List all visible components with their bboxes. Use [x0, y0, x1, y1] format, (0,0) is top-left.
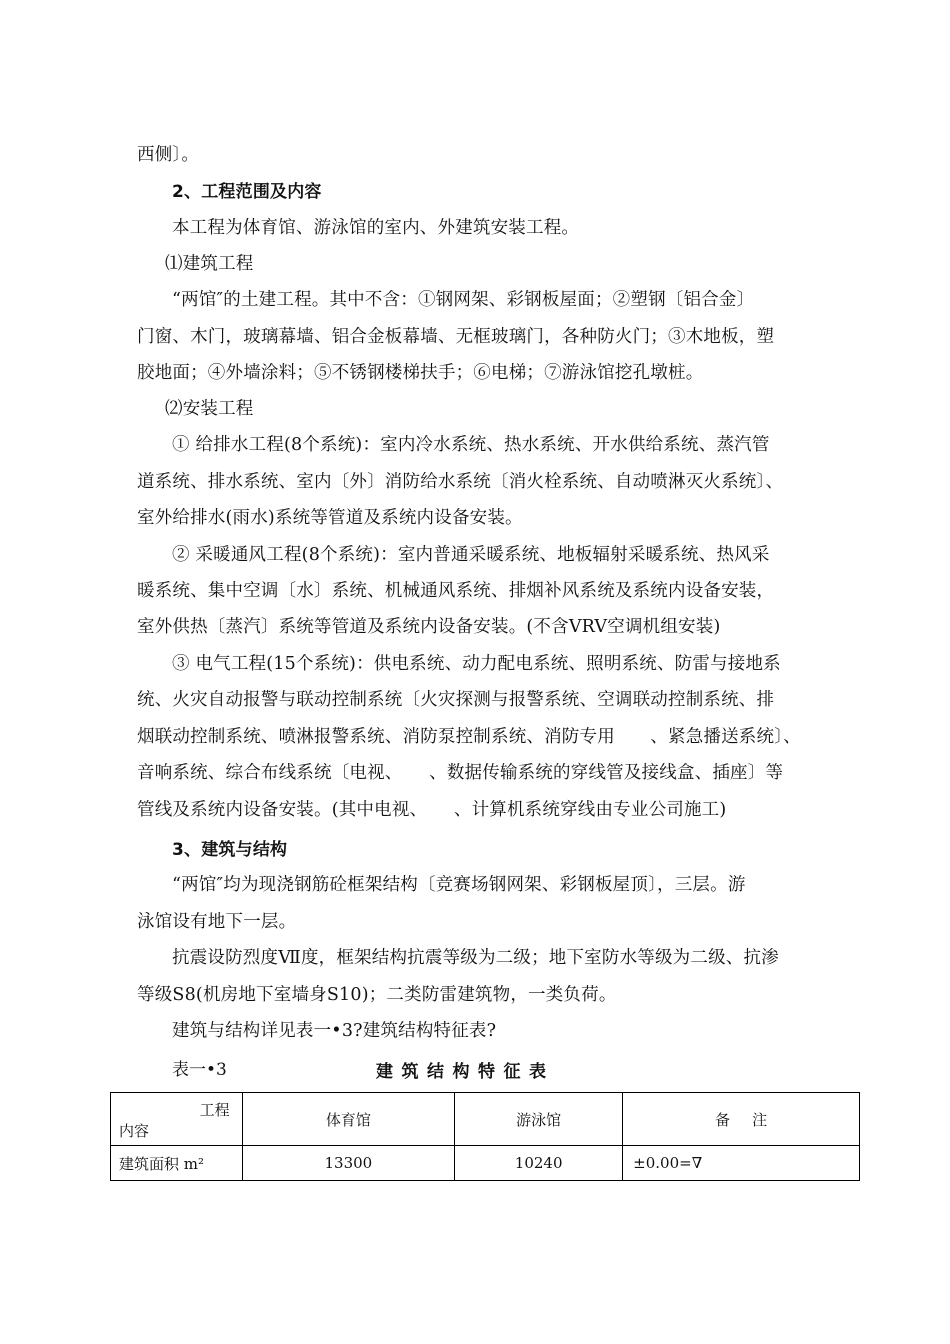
- paragraph-line: 本工程为体育馆、游泳馆的室内、外建筑安装工程。: [172, 218, 580, 238]
- paragraph-line: 胶地面；④外墙涂料；⑤不锈钢楼梯扶手；⑥电梯；⑦游泳馆挖孔墩桩。: [137, 363, 704, 383]
- subsection-heading: ⑵安装工程: [165, 399, 254, 419]
- paragraph-line: ② 采暖通风工程(8个系统)：室内普通采暖系统、地板辐射采暖系统、热风采: [172, 545, 770, 565]
- paragraph-line: 室外供热〔蒸汽〕系统等管道及系统内设备安装。(不含VRV空调机组安装): [137, 617, 721, 637]
- paragraph-line: 等级S8(机房地下室墙身S10)；二类防雷建筑物，一类负荷。: [137, 985, 617, 1005]
- paragraph-line: 门窗、木门，玻璃幕墙、铝合金板幕墙、无框玻璃门，各种防火门；③木地板，塑: [137, 327, 775, 347]
- table-header-row: [111, 1093, 860, 1146]
- column-header: 体育馆: [242, 1093, 455, 1146]
- paragraph-line: 暖系统、集中空调〔水〕系统、机械通风系统、排烟补风系统及系统内设备安装，: [137, 581, 775, 601]
- section-heading: 2、工程范围及内容: [172, 182, 322, 202]
- paragraph-line: 西侧〕。: [137, 145, 200, 165]
- paragraph-line: “两馆″均为现浇钢筋砼框架结构〔竞赛场钢网架、彩钢板屋顶〕，三层。游: [172, 875, 746, 895]
- paragraph-line: 管线及系统内设备安装。(其中电视、 、计算机系统穿线由专业公司施工): [137, 800, 727, 820]
- paragraph-line: 道系统、排水系统、室内〔外〕消防给水系统〔消火栓系统、自动喷淋灭火系统〕、: [137, 472, 784, 492]
- section-heading: 3、建筑与结构: [172, 840, 288, 860]
- table-row: [111, 1146, 860, 1181]
- table-title: 建筑结构特征表: [376, 1062, 555, 1082]
- column-header: 游泳馆: [455, 1093, 623, 1146]
- paragraph-line: “两馆″的土建工程。其中不含：①钢网架、彩钢板屋面；②塑钢〔铝合金〕: [172, 290, 755, 310]
- structure-feature-table: [110, 1092, 860, 1181]
- paragraph-line: 泳馆设有地下一层。: [137, 912, 297, 932]
- paragraph-line: ③ 电气工程(15个系统)：供电系统、动力配电系统、照明系统、防雷与接地系: [172, 654, 781, 674]
- paragraph-line: 抗震设防烈度Ⅶ度，框架结构抗震等级为二级；地下室防水等级为二级、抗渗: [172, 948, 779, 968]
- diagonal-header-cell: [111, 1093, 243, 1146]
- paragraph-line: 室外给排水(雨水)系统等管道及系统内设备安装。: [137, 508, 523, 528]
- table-cell: 13300: [242, 1146, 455, 1181]
- row-label: 建筑面积 m²: [111, 1146, 243, 1181]
- subsection-heading: ⑴建筑工程: [165, 254, 254, 274]
- table-cell: 10240: [455, 1146, 623, 1181]
- paragraph-line: 建筑与结构详见表一•3?建筑结构特征表?: [172, 1021, 497, 1041]
- table-number: 表一•3: [172, 1060, 227, 1080]
- paragraph-line: 统、火灾自动报警与联动控制系统〔火灾探测与报警系统、空调联动控制系统、排: [137, 690, 775, 710]
- header-diag-top: 工程: [199, 1101, 230, 1119]
- column-header: 备注: [623, 1093, 860, 1146]
- table-cell: ±0.00=∇: [623, 1146, 860, 1181]
- paragraph-line: 烟联动控制系统、喷淋报警系统、消防泵控制系统、消防专用 、紧急播送系统〕、: [137, 727, 801, 747]
- paragraph-line: 音响系统、综合布线系统〔电视、 、数据传输系统的穿线管及接线盒、插座〕等: [137, 763, 784, 783]
- paragraph-line: ① 给排水工程(8个系统)：室内冷水系统、热水系统、开水供给系统、蒸汽管: [172, 435, 770, 455]
- header-diag-bottom: 内容: [119, 1122, 150, 1140]
